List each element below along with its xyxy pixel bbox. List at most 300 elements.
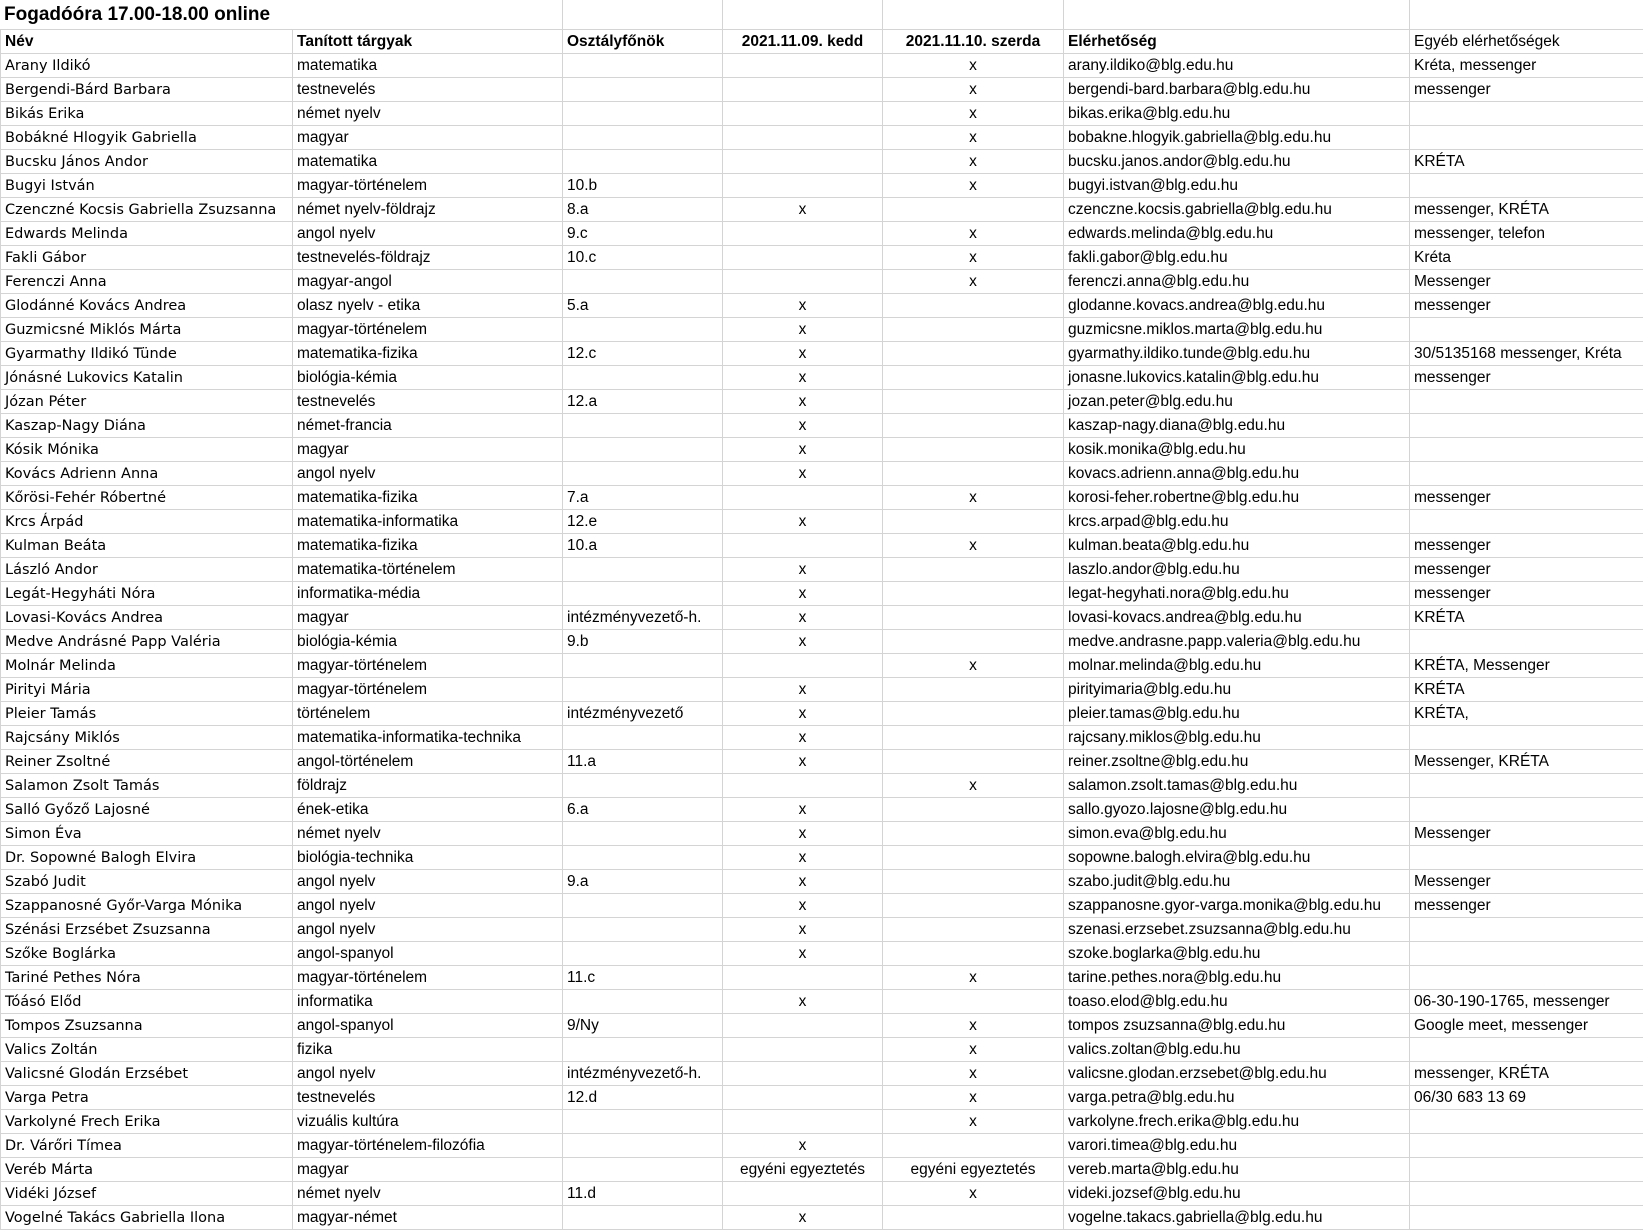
cell-other[interactable]: messenger, telefon [1410,222,1643,246]
cell-name[interactable]: Salló Győző Lajosné [1,798,293,822]
cell-day1[interactable]: x [723,726,883,750]
cell-name[interactable]: Pleier Tamás [1,702,293,726]
cell-other[interactable]: messenger [1410,558,1643,582]
cell-email[interactable]: czenczne.kocsis.gabriella@blg.edu.hu [1064,198,1410,222]
cell-day1[interactable]: x [723,414,883,438]
cell-name[interactable]: Szappanosné Győr-Varga Mónika [1,894,293,918]
cell-subject[interactable]: angol nyelv [293,462,563,486]
cell-day1[interactable] [723,54,883,78]
cell-email[interactable]: gyarmathy.ildiko.tunde@blg.edu.hu [1064,342,1410,366]
cell-email[interactable]: bergendi-bard.barbara@blg.edu.hu [1064,78,1410,102]
header-homeroom[interactable]: Osztályfőnök [563,30,723,54]
cell-day2[interactable]: x [883,174,1064,198]
cell-email[interactable]: molnar.melinda@blg.edu.hu [1064,654,1410,678]
header-day2[interactable]: 2021.11.10. szerda [883,30,1064,54]
cell-subject[interactable]: matematika [293,54,563,78]
cell-subject[interactable]: angol nyelv [293,918,563,942]
cell-email[interactable]: tompos zsuzsanna@blg.edu.hu [1064,1014,1410,1038]
cell-subject[interactable]: német nyelv [293,822,563,846]
cell-email[interactable]: toaso.elod@blg.edu.hu [1064,990,1410,1014]
cell-homeroom[interactable] [563,102,723,126]
cell-homeroom[interactable] [563,918,723,942]
cell-email[interactable]: arany.ildiko@blg.edu.hu [1064,54,1410,78]
cell-subject[interactable]: testnevelés [293,390,563,414]
cell-day1[interactable] [723,270,883,294]
cell-day1[interactable]: x [723,822,883,846]
cell-name[interactable]: Kőrösi-Fehér Róbertné [1,486,293,510]
cell-homeroom[interactable] [563,1110,723,1134]
cell-day1[interactable] [723,246,883,270]
cell-subject[interactable]: matematika-fizika [293,486,563,510]
cell-homeroom[interactable] [563,126,723,150]
cell-other[interactable]: Messenger, KRÉTA [1410,750,1643,774]
cell-other[interactable]: KRÉTA, Messenger [1410,654,1643,678]
cell-homeroom[interactable] [563,678,723,702]
cell-other[interactable]: Messenger [1410,870,1643,894]
cell-email[interactable]: varga.petra@blg.edu.hu [1064,1086,1410,1110]
cell-email[interactable]: bugyi.istvan@blg.edu.hu [1064,174,1410,198]
cell-other[interactable] [1410,390,1643,414]
cell-subject[interactable]: informatika [293,990,563,1014]
cell-day1[interactable]: x [723,918,883,942]
cell-name[interactable]: Bobákné Hlogyik Gabriella [1,126,293,150]
cell-subject[interactable]: magyar-angol [293,270,563,294]
cell-day1[interactable]: x [723,942,883,966]
cell-day1[interactable] [723,1182,883,1206]
cell-day2[interactable] [883,990,1064,1014]
cell-email[interactable]: valics.zoltan@blg.edu.hu [1064,1038,1410,1062]
cell-email[interactable]: legat-hegyhati.nora@blg.edu.hu [1064,582,1410,606]
cell-email[interactable]: korosi-feher.robertne@blg.edu.hu [1064,486,1410,510]
cell-day2[interactable] [883,510,1064,534]
cell-email[interactable]: tarine.pethes.nora@blg.edu.hu [1064,966,1410,990]
cell-name[interactable]: László Andor [1,558,293,582]
cell-day2[interactable]: x [883,150,1064,174]
cell-subject[interactable]: angol-spanyol [293,1014,563,1038]
cell-other[interactable]: messenger [1410,78,1643,102]
cell-day2[interactable] [883,366,1064,390]
cell-other[interactable]: messenger [1410,366,1643,390]
cell-homeroom[interactable] [563,558,723,582]
cell-other[interactable]: 06-30-190-1765, messenger [1410,990,1643,1014]
cell-day2[interactable]: x [883,126,1064,150]
cell-name[interactable]: Lovasi-Kovács Andrea [1,606,293,630]
cell-day1[interactable] [723,126,883,150]
cell-day2[interactable]: x [883,1062,1064,1086]
cell-homeroom[interactable] [563,774,723,798]
cell-homeroom[interactable]: 6.a [563,798,723,822]
cell-name[interactable]: Gyarmathy Ildikó Tünde [1,342,293,366]
cell-name[interactable]: Arany Ildikó [1,54,293,78]
cell-day1[interactable] [723,102,883,126]
cell-day1[interactable]: x [723,702,883,726]
header-name[interactable]: Név [1,30,293,54]
cell-email[interactable]: vereb.marta@blg.edu.hu [1064,1158,1410,1182]
cell-email[interactable]: bikas.erika@blg.edu.hu [1064,102,1410,126]
cell-other[interactable] [1410,966,1643,990]
cell-email[interactable]: vogelne.takacs.gabriella@blg.edu.hu [1064,1206,1410,1230]
cell-name[interactable]: Kaszap-Nagy Diána [1,414,293,438]
cell-other[interactable] [1410,726,1643,750]
cell-day2[interactable] [883,414,1064,438]
cell-day2[interactable]: x [883,1110,1064,1134]
cell-name[interactable]: Veréb Márta [1,1158,293,1182]
cell-name[interactable]: Bergendi-Bárd Barbara [1,78,293,102]
cell-name[interactable]: Krcs Árpád [1,510,293,534]
cell-name[interactable]: Valicsné Glodán Erzsébet [1,1062,293,1086]
cell-name[interactable]: Czenczné Kocsis Gabriella Zsuzsanna [1,198,293,222]
cell-day2[interactable] [883,726,1064,750]
cell-day1[interactable]: x [723,390,883,414]
cell-name[interactable]: Valics Zoltán [1,1038,293,1062]
cell-other[interactable] [1410,318,1643,342]
cell-day1[interactable]: x [723,462,883,486]
cell-subject[interactable]: német-francia [293,414,563,438]
cell-day2[interactable] [883,678,1064,702]
cell-day1[interactable]: x [723,678,883,702]
cell-day2[interactable] [883,606,1064,630]
cell-name[interactable]: Glodánné Kovács Andrea [1,294,293,318]
cell-name[interactable]: Legát-Hegyháti Nóra [1,582,293,606]
cell-homeroom[interactable] [563,1158,723,1182]
cell-name[interactable]: Szénási Erzsébet Zsuzsanna [1,918,293,942]
cell-email[interactable]: sallo.gyozo.lajosne@blg.edu.hu [1064,798,1410,822]
cell-email[interactable]: pleier.tamas@blg.edu.hu [1064,702,1410,726]
cell-day2[interactable] [883,1134,1064,1158]
cell-day1[interactable]: x [723,990,883,1014]
cell-homeroom[interactable] [563,894,723,918]
cell-day2[interactable] [883,462,1064,486]
cell-day2[interactable]: x [883,78,1064,102]
cell-day1[interactable] [723,966,883,990]
cell-other[interactable] [1410,102,1643,126]
cell-homeroom[interactable] [563,414,723,438]
cell-subject[interactable]: angol-spanyol [293,942,563,966]
cell-other[interactable]: Messenger [1410,822,1643,846]
cell-day1[interactable] [723,534,883,558]
cell-homeroom[interactable] [563,846,723,870]
cell-day1[interactable]: x [723,318,883,342]
cell-name[interactable]: Simon Éva [1,822,293,846]
cell-subject[interactable]: magyar [293,1158,563,1182]
cell-homeroom[interactable]: 10.a [563,534,723,558]
cell-day1[interactable]: x [723,438,883,462]
cell-day1[interactable] [723,222,883,246]
cell-day2[interactable]: x [883,534,1064,558]
cell-day2[interactable] [883,294,1064,318]
cell-homeroom[interactable] [563,990,723,1014]
cell-day1[interactable] [723,1038,883,1062]
cell-homeroom[interactable] [563,462,723,486]
cell-email[interactable]: fakli.gabor@blg.edu.hu [1064,246,1410,270]
cell-email[interactable]: videki.jozsef@blg.edu.hu [1064,1182,1410,1206]
cell-homeroom[interactable] [563,582,723,606]
cell-day1[interactable]: x [723,1206,883,1230]
cell-other[interactable] [1410,630,1643,654]
cell-homeroom[interactable] [563,1206,723,1230]
cell-name[interactable]: Jónásné Lukovics Katalin [1,366,293,390]
cell-email[interactable]: salamon.zsolt.tamas@blg.edu.hu [1064,774,1410,798]
cell-day1[interactable]: x [723,606,883,630]
cell-name[interactable]: Kulman Beáta [1,534,293,558]
cell-other[interactable] [1410,774,1643,798]
cell-name[interactable]: Molnár Melinda [1,654,293,678]
cell-other[interactable]: 06/30 683 13 69 [1410,1086,1643,1110]
cell-other[interactable] [1410,918,1643,942]
cell-homeroom[interactable] [563,150,723,174]
cell-day1[interactable] [723,78,883,102]
cell-day1[interactable]: egyéni egyeztetés [723,1158,883,1182]
cell-name[interactable]: Edwards Melinda [1,222,293,246]
cell-name[interactable]: Pirityi Mária [1,678,293,702]
cell-day1[interactable]: x [723,366,883,390]
cell-other[interactable]: KRÉTA [1410,606,1643,630]
cell-day2[interactable] [883,198,1064,222]
cell-other[interactable]: Kréta, messenger [1410,54,1643,78]
cell-day1[interactable]: x [723,846,883,870]
cell-day1[interactable]: x [723,870,883,894]
cell-day2[interactable] [883,870,1064,894]
cell-day2[interactable] [883,702,1064,726]
cell-other[interactable]: messenger [1410,582,1643,606]
cell-subject[interactable]: biológia-technika [293,846,563,870]
cell-day2[interactable] [883,318,1064,342]
cell-name[interactable]: Guzmicsné Miklós Márta [1,318,293,342]
cell-subject[interactable]: történelem [293,702,563,726]
cell-email[interactable]: laszlo.andor@blg.edu.hu [1064,558,1410,582]
cell-email[interactable]: kovacs.adrienn.anna@blg.edu.hu [1064,462,1410,486]
cell-homeroom[interactable] [563,726,723,750]
cell-name[interactable]: Rajcsány Miklós [1,726,293,750]
cell-email[interactable]: szoke.boglarka@blg.edu.hu [1064,942,1410,966]
cell-other[interactable] [1410,1206,1643,1230]
cell-homeroom[interactable]: 8.a [563,198,723,222]
cell-day1[interactable]: x [723,198,883,222]
cell-day2[interactable] [883,750,1064,774]
cell-name[interactable]: Tariné Pethes Nóra [1,966,293,990]
cell-subject[interactable]: matematika-informatika-technika [293,726,563,750]
cell-other[interactable] [1410,1038,1643,1062]
cell-homeroom[interactable]: 9.a [563,870,723,894]
cell-subject[interactable]: angol nyelv [293,894,563,918]
cell-other[interactable] [1410,846,1643,870]
cell-other[interactable] [1410,462,1643,486]
cell-email[interactable]: glodanne.kovacs.andrea@blg.edu.hu [1064,294,1410,318]
cell-homeroom[interactable]: intézményvezető-h. [563,606,723,630]
cell-name[interactable]: Salamon Zsolt Tamás [1,774,293,798]
cell-email[interactable]: varkolyne.frech.erika@blg.edu.hu [1064,1110,1410,1134]
cell-homeroom[interactable]: 10.c [563,246,723,270]
cell-subject[interactable]: matematika-történelem [293,558,563,582]
cell-name[interactable]: Szőke Boglárka [1,942,293,966]
cell-homeroom[interactable]: 11.c [563,966,723,990]
cell-day2[interactable] [883,846,1064,870]
cell-homeroom[interactable]: intézményvezető [563,702,723,726]
cell-day2[interactable]: x [883,1014,1064,1038]
cell-homeroom[interactable]: 12.d [563,1086,723,1110]
cell-other[interactable] [1410,1110,1643,1134]
cell-day1[interactable] [723,174,883,198]
cell-other[interactable]: Google meet, messenger [1410,1014,1643,1038]
cell-name[interactable]: Dr. Várőri Tímea [1,1134,293,1158]
cell-homeroom[interactable] [563,54,723,78]
cell-name[interactable]: Varkolyné Frech Erika [1,1110,293,1134]
cell-email[interactable]: bobakne.hlogyik.gabriella@blg.edu.hu [1064,126,1410,150]
cell-other[interactable] [1410,126,1643,150]
cell-email[interactable]: sopowne.balogh.elvira@blg.edu.hu [1064,846,1410,870]
cell-day2[interactable] [883,390,1064,414]
cell-subject[interactable]: német nyelv [293,102,563,126]
cell-homeroom[interactable] [563,942,723,966]
cell-day2[interactable]: x [883,1038,1064,1062]
cell-day1[interactable]: x [723,342,883,366]
cell-other[interactable]: 30/5135168 messenger, Kréta [1410,342,1643,366]
cell-homeroom[interactable]: 9.b [563,630,723,654]
cell-subject[interactable]: biológia-kémia [293,366,563,390]
cell-day1[interactable] [723,1110,883,1134]
cell-subject[interactable]: angol nyelv [293,1062,563,1086]
cell-subject[interactable]: ének-etika [293,798,563,822]
cell-name[interactable]: Vogelné Takács Gabriella Ilona [1,1206,293,1230]
cell-other[interactable] [1410,438,1643,462]
cell-email[interactable]: varori.timea@blg.edu.hu [1064,1134,1410,1158]
cell-subject[interactable]: informatika-média [293,582,563,606]
cell-email[interactable]: valicsne.glodan.erzsebet@blg.edu.hu [1064,1062,1410,1086]
cell-email[interactable]: jonasne.lukovics.katalin@blg.edu.hu [1064,366,1410,390]
cell-homeroom[interactable] [563,318,723,342]
cell-name[interactable]: Medve Andrásné Papp Valéria [1,630,293,654]
cell-subject[interactable]: matematika-fizika [293,342,563,366]
cell-other[interactable] [1410,1158,1643,1182]
cell-other[interactable]: messenger [1410,486,1643,510]
cell-day2[interactable] [883,438,1064,462]
cell-email[interactable]: ferenczi.anna@blg.edu.hu [1064,270,1410,294]
cell-subject[interactable]: testnevelés [293,78,563,102]
cell-day2[interactable]: x [883,270,1064,294]
cell-email[interactable]: bucsku.janos.andor@blg.edu.hu [1064,150,1410,174]
cell-day1[interactable] [723,1086,883,1110]
cell-subject[interactable]: angol nyelv [293,870,563,894]
cell-homeroom[interactable]: 12.a [563,390,723,414]
cell-name[interactable]: Varga Petra [1,1086,293,1110]
cell-day2[interactable] [883,918,1064,942]
cell-day2[interactable] [883,894,1064,918]
cell-subject[interactable]: angol nyelv [293,222,563,246]
cell-subject[interactable]: magyar-történelem-filozófia [293,1134,563,1158]
cell-day1[interactable]: x [723,558,883,582]
cell-name[interactable]: Bugyi István [1,174,293,198]
cell-subject[interactable]: matematika-informatika [293,510,563,534]
cell-homeroom[interactable]: 9/Ny [563,1014,723,1038]
cell-homeroom[interactable] [563,270,723,294]
cell-homeroom[interactable] [563,1134,723,1158]
cell-day2[interactable]: x [883,246,1064,270]
cell-other[interactable]: Kréta [1410,246,1643,270]
cell-email[interactable]: lovasi-kovacs.andrea@blg.edu.hu [1064,606,1410,630]
cell-subject[interactable]: magyar [293,606,563,630]
cell-day2[interactable] [883,822,1064,846]
cell-subject[interactable]: angol-történelem [293,750,563,774]
cell-subject[interactable]: vizuális kultúra [293,1110,563,1134]
cell-homeroom[interactable]: 11.a [563,750,723,774]
cell-other[interactable] [1410,174,1643,198]
cell-other[interactable]: Messenger [1410,270,1643,294]
cell-day1[interactable]: x [723,294,883,318]
cell-email[interactable]: kulman.beata@blg.edu.hu [1064,534,1410,558]
cell-homeroom[interactable]: 5.a [563,294,723,318]
cell-day2[interactable] [883,1206,1064,1230]
cell-email[interactable]: krcs.arpad@blg.edu.hu [1064,510,1410,534]
cell-day1[interactable] [723,774,883,798]
cell-day1[interactable] [723,150,883,174]
cell-name[interactable]: Fakli Gábor [1,246,293,270]
header-contact[interactable]: Elérhetőség [1064,30,1410,54]
cell-homeroom[interactable] [563,654,723,678]
cell-day2[interactable]: x [883,1086,1064,1110]
cell-homeroom[interactable]: 7.a [563,486,723,510]
cell-day1[interactable] [723,1062,883,1086]
cell-day1[interactable] [723,486,883,510]
cell-subject[interactable]: testnevelés [293,1086,563,1110]
cell-other[interactable]: messenger [1410,894,1643,918]
cell-name[interactable]: Józan Péter [1,390,293,414]
cell-day2[interactable] [883,942,1064,966]
cell-name[interactable]: Kósik Mónika [1,438,293,462]
cell-subject[interactable]: magyar-német [293,1206,563,1230]
cell-other[interactable] [1410,1134,1643,1158]
cell-subject[interactable]: magyar-történelem [293,174,563,198]
cell-homeroom[interactable]: 12.e [563,510,723,534]
cell-subject[interactable]: biológia-kémia [293,630,563,654]
cell-subject[interactable]: német nyelv-földrajz [293,198,563,222]
cell-subject[interactable]: német nyelv [293,1182,563,1206]
cell-day2[interactable] [883,342,1064,366]
cell-homeroom[interactable]: 12.c [563,342,723,366]
cell-name[interactable]: Szabó Judit [1,870,293,894]
cell-email[interactable]: pirityimaria@blg.edu.hu [1064,678,1410,702]
cell-homeroom[interactable] [563,78,723,102]
cell-other[interactable]: messenger [1410,294,1643,318]
cell-subject[interactable]: testnevelés-földrajz [293,246,563,270]
cell-other[interactable] [1410,1182,1643,1206]
cell-subject[interactable]: földrajz [293,774,563,798]
header-other[interactable]: Egyéb elérhetőségek [1410,30,1643,54]
cell-day1[interactable]: x [723,582,883,606]
cell-homeroom[interactable]: 9.c [563,222,723,246]
cell-day2[interactable] [883,630,1064,654]
header-subjects[interactable]: Tanított tárgyak [293,30,563,54]
cell-other[interactable]: KRÉTA [1410,678,1643,702]
cell-other[interactable] [1410,510,1643,534]
cell-name[interactable]: Dr. Sopowné Balogh Elvira [1,846,293,870]
cell-other[interactable] [1410,798,1643,822]
cell-other[interactable]: KRÉTA [1410,150,1643,174]
cell-name[interactable]: Tompos Zsuzsanna [1,1014,293,1038]
cell-name[interactable]: Reiner Zsoltné [1,750,293,774]
cell-day1[interactable]: x [723,630,883,654]
cell-day1[interactable]: x [723,510,883,534]
cell-subject[interactable]: matematika [293,150,563,174]
cell-day2[interactable]: x [883,486,1064,510]
cell-day2[interactable]: egyéni egyeztetés [883,1158,1064,1182]
cell-email[interactable]: jozan.peter@blg.edu.hu [1064,390,1410,414]
cell-day2[interactable]: x [883,222,1064,246]
cell-day2[interactable]: x [883,966,1064,990]
cell-homeroom[interactable]: 11.d [563,1182,723,1206]
cell-email[interactable]: reiner.zsoltne@blg.edu.hu [1064,750,1410,774]
cell-day2[interactable]: x [883,774,1064,798]
cell-email[interactable]: kosik.monika@blg.edu.hu [1064,438,1410,462]
